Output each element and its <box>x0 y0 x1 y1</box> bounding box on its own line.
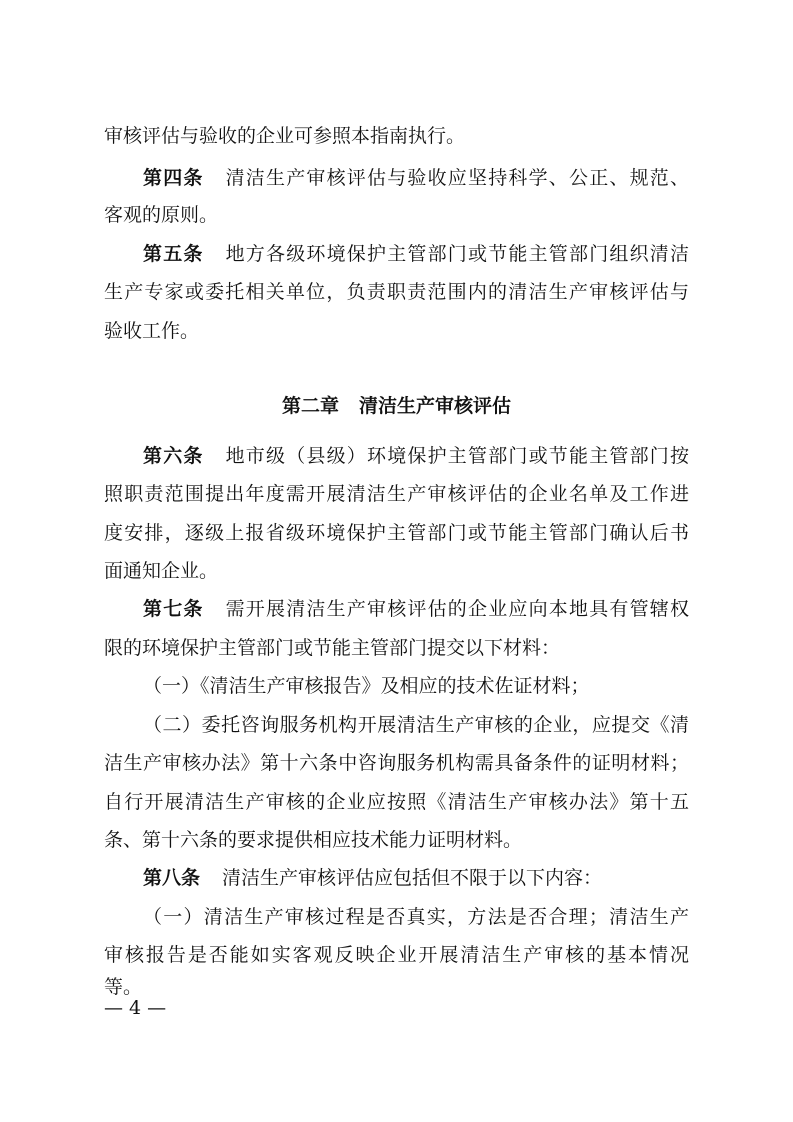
paragraph-line: 审核报告是否能如实客观反映企业开展清洁生产审核的基本情况 <box>104 944 689 966</box>
article-4-first-line <box>143 158 689 198</box>
article-6-first-line <box>143 436 689 476</box>
article-7-label: 第七条 <box>143 598 204 620</box>
paragraph-line: 度安排，逐级上报省级环境保护主管部门或节能主管部门确认后书 <box>104 522 689 544</box>
chapter-title: 清洁生产审核评估 <box>359 395 512 417</box>
paragraph-line: 自行开展清洁生产审核的企业应按照《清洁生产审核办法》第十五 <box>104 791 689 813</box>
chapter-heading <box>0 386 793 426</box>
article-6-text: 地市级（县级）环境保护主管部门或节能主管部门按 <box>225 445 689 467</box>
paragraph-line: 照职责范围提出年度需开展清洁生产审核评估的企业名单及工作进 <box>104 483 689 505</box>
article-5-text: 地方各级环境保护主管部门或节能主管部门组织清洁 <box>225 243 689 265</box>
paragraph-line: 面通知企业。 <box>104 560 219 582</box>
article-5-label: 第五条 <box>143 243 204 265</box>
article-4-label: 第四条 <box>143 167 204 189</box>
paragraph-line: 审核评估与验收的企业可参照本指南执行。 <box>104 125 466 147</box>
article-7-text: 需开展清洁生产审核评估的企业应向本地具有管辖权 <box>225 598 689 620</box>
paragraph-line: 限的环境保护主管部门或节能主管部门提交以下材料： <box>104 637 561 659</box>
article-8-label: 第八条 <box>143 867 201 889</box>
paragraph-line: 验收工作。 <box>104 320 200 342</box>
article-8-first-line <box>143 858 689 898</box>
page-number: — 4 — <box>104 997 167 1019</box>
item-7-2-first-line: （二）委托咨询服务机构开展清洁生产审核的企业，应提交《清 <box>143 714 689 736</box>
article-6-label: 第六条 <box>143 445 204 467</box>
paragraph-line: 等。 <box>104 976 143 998</box>
paragraph-line: 条、第十六条的要求提供相应技术能力证明材料。 <box>104 829 523 851</box>
item-8-1-first-line: （一）清洁生产审核过程是否真实，方法是否合理；清洁生产 <box>143 906 689 928</box>
article-5-first-line <box>143 234 689 274</box>
paragraph-line: 洁生产审核办法》第十六条中咨询服务机构需具备条件的证明材料； <box>104 752 689 774</box>
article-8-text: 清洁生产审核评估应包括但不限于以下内容： <box>222 867 603 889</box>
paragraph-line: 客观的原则。 <box>104 204 219 226</box>
article-4-text: 清洁生产审核评估与验收应坚持科学、公正、规范、 <box>225 167 689 189</box>
article-7-first-line <box>143 589 689 629</box>
paragraph-line: 生产专家或委托相关单位，负责职责范围内的清洁生产审核评估与 <box>104 281 689 303</box>
chapter-number: 第二章 <box>281 395 339 417</box>
item-7-1: （一）《清洁生产审核报告》及相应的技术佐证材料； <box>143 675 590 697</box>
